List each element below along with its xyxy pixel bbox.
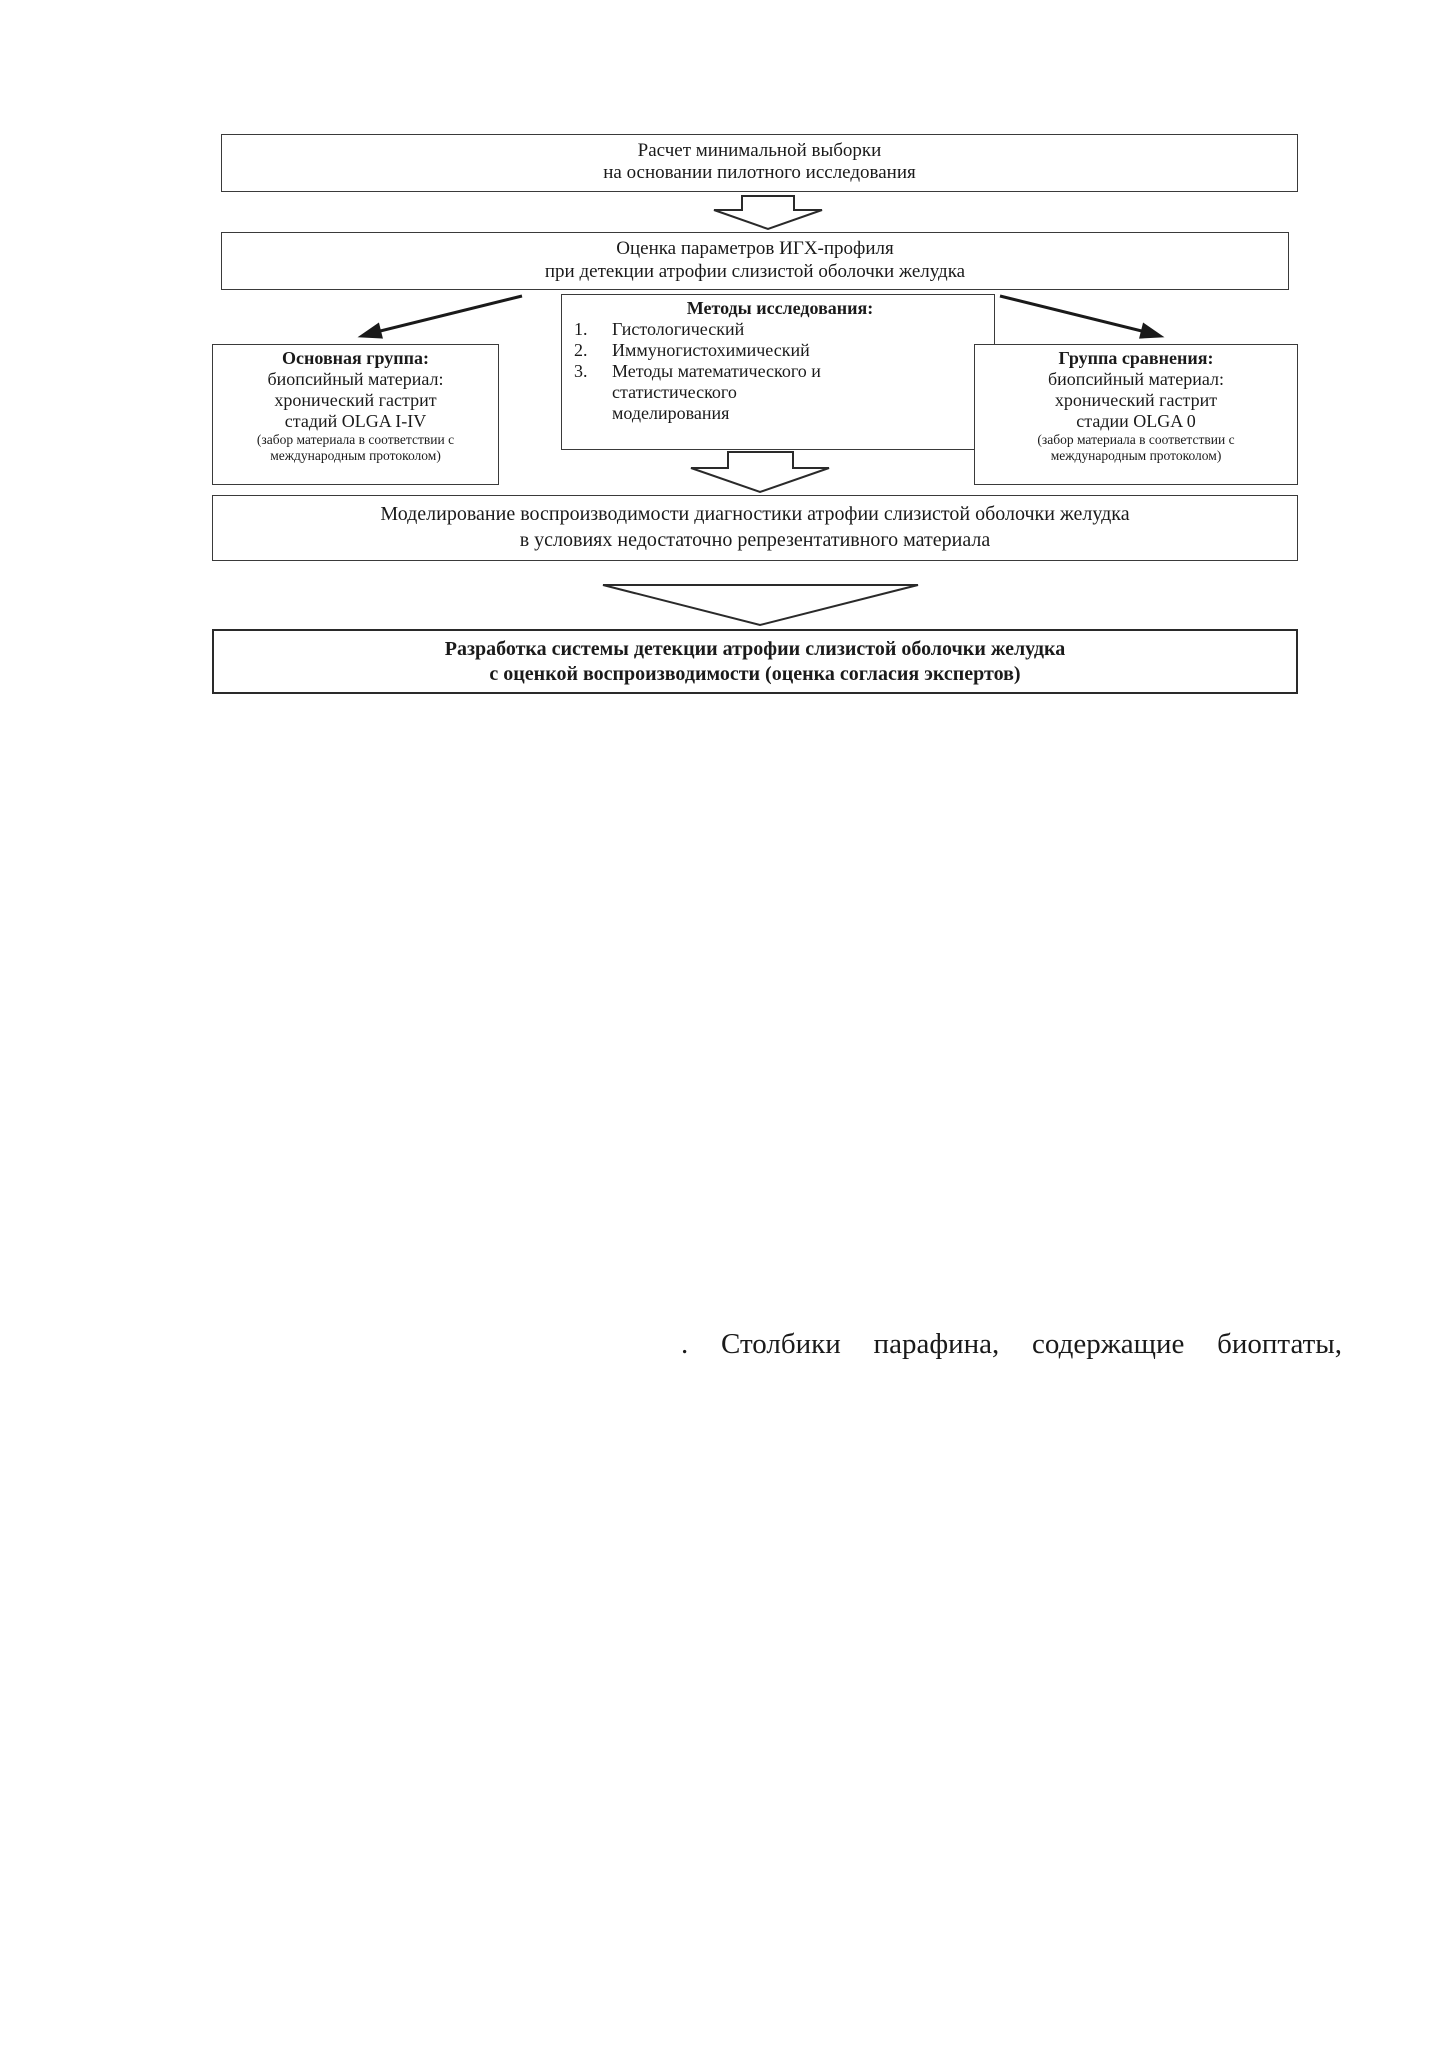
box-text: в условиях недостаточно репрезентативного материала — [519, 529, 991, 551]
methods-title: Методы исследования: — [686, 298, 874, 318]
box-text: хронический гастрит — [1054, 390, 1218, 410]
right-branch-arrow-line — [1000, 296, 1150, 333]
method-text: моделирования — [612, 403, 730, 423]
method-text: Методы математического и — [612, 361, 821, 381]
result-box — [212, 629, 1298, 694]
box-text: хронический гастрит — [274, 390, 437, 410]
box-text: при детекции атрофии слизистой оболочки желудка — [544, 261, 966, 282]
left-branch-arrow-line — [372, 296, 522, 333]
box-text: на основании пилотного исследования — [603, 162, 916, 183]
modeling-box — [212, 495, 1298, 561]
methods-box — [561, 294, 995, 450]
box-text: Моделирование воспроизводимости диагностики атрофии слизистой оболочки желудка — [380, 503, 1130, 525]
box-text: биопсийный материал: — [1048, 369, 1224, 389]
box-note: (забор материала в соответствии с — [1037, 432, 1235, 447]
box-text: стадии OLGA 0 — [1076, 411, 1196, 431]
main-group-box — [212, 344, 499, 485]
box-text: Оценка параметров ИГХ-профиля — [616, 238, 894, 259]
box-text: с оценкой воспроизводимости (оценка согласия экспертов) — [489, 663, 1021, 685]
method-item — [574, 319, 986, 340]
method-number: 2. — [574, 340, 588, 360]
left-branch-arrow-head — [362, 325, 381, 337]
box-note: (забор материала в соответствии с — [256, 432, 455, 447]
comparison-group-box — [974, 344, 1298, 485]
box-text: биопсийный материал: — [267, 369, 444, 389]
down-arrow-3 — [691, 452, 829, 492]
method-item — [574, 340, 986, 361]
method-text: статистического — [612, 382, 737, 402]
method-number: 1. — [574, 319, 588, 339]
box-note: международным протоколом) — [1050, 448, 1222, 463]
box-note: международным протоколом) — [270, 448, 441, 463]
box-text: Разработка системы детекции атрофии слизистой оболочки желудка — [444, 638, 1066, 660]
sample-size-box — [221, 134, 1298, 192]
ihc-profile-box — [221, 232, 1289, 290]
right-branch-arrow-head — [1141, 325, 1160, 337]
method-text: Иммуногистохимический — [612, 340, 810, 360]
comparison-group-title: Группа сравнения: — [1058, 348, 1214, 368]
method-number: 3. — [574, 361, 588, 381]
main-group-title: Основная группа: — [282, 348, 429, 368]
method-item — [574, 361, 986, 424]
down-arrow-4 — [603, 585, 918, 625]
method-text: Гистологический — [612, 319, 745, 339]
body-text-line: . Столбики парафина, содержащие биоптаты, — [681, 1328, 1342, 1360]
box-text: Расчет минимальной выборки — [637, 140, 882, 161]
down-arrow-1 — [714, 196, 822, 229]
box-text: стадий OLGA I-IV — [284, 411, 427, 431]
method-text-block — [612, 361, 986, 424]
